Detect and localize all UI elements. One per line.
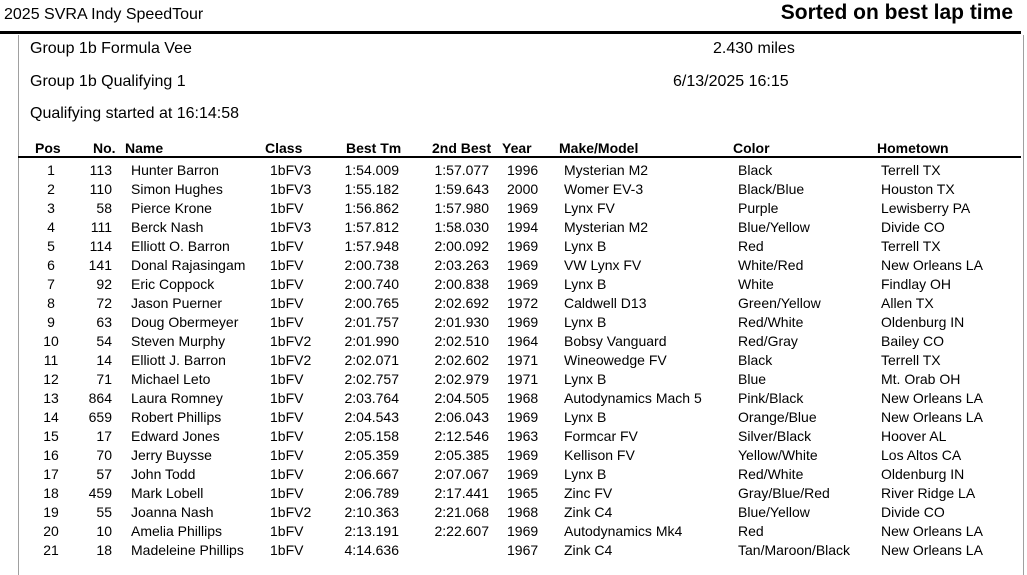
cell-hometown: Lewisberry PA [881,200,971,216]
cell-second-best-time: 1:57.077 [434,162,489,178]
cell-class: 1bFV2 [270,352,312,368]
session-name: Group 1b Qualifying 1 [30,73,186,90]
cell-hometown: Terrell TX [881,238,941,254]
cell-car-number: 72 [96,295,112,311]
table-row [0,237,1027,256]
cell-best-time: 1:55.182 [344,181,399,197]
table-row [0,389,1027,408]
cell-make-model: Zink C4 [564,542,613,558]
table-row [0,199,1027,218]
cell-class: 1bFV [270,447,304,463]
cell-color: Red [738,238,764,254]
cell-class: 1bFV2 [270,333,312,349]
table-row [0,332,1027,351]
cell-second-best-time: 2:00.838 [434,276,489,292]
cell-driver-name: Robert Phillips [131,409,222,425]
cell-year: 1967 [507,542,539,558]
cell-pos: 7 [47,276,55,292]
cell-driver-name: Michael Leto [131,371,211,387]
cell-make-model: Kellison FV [564,447,635,463]
cell-pos: 15 [43,428,59,444]
cell-hometown: Terrell TX [881,162,941,178]
table-row [0,465,1027,484]
cell-year: 1969 [507,409,539,425]
cell-make-model: Autodynamics Mach 5 [564,390,702,406]
cell-year: 1965 [507,485,539,501]
cell-car-number: 111 [90,219,112,235]
cell-best-time: 2:02.071 [344,352,399,368]
table-row [0,294,1027,313]
cell-driver-name: Steven Murphy [131,333,226,349]
cell-year: 1969 [507,276,539,292]
cell-hometown: Houston TX [881,181,955,197]
cell-best-time: 2:06.789 [344,485,399,501]
cell-make-model: Womer EV-3 [564,181,644,197]
cell-year: 1994 [507,219,539,235]
table-row [0,503,1027,522]
cell-driver-name: Jerry Buysse [131,447,212,463]
cell-color: Purple [738,200,779,216]
cell-second-best-time: 2:06.043 [434,409,489,425]
cell-pos: 8 [47,295,55,311]
cell-color: Red/Gray [738,333,798,349]
cell-driver-name: Doug Obermeyer [131,314,239,330]
cell-second-best-time: 2:12.546 [434,428,489,444]
table-row [0,275,1027,294]
cell-hometown: Mt. Orab OH [881,371,961,387]
cell-second-best-time: 2:21.068 [434,504,489,520]
cell-second-best-time: 2:07.067 [434,466,489,482]
cell-color: Black/Blue [738,181,805,197]
cell-class: 1bFV [270,371,304,387]
cell-class: 1bFV [270,200,304,216]
cell-second-best-time: 2:02.510 [434,333,489,349]
cell-car-number: 10 [96,523,112,539]
cell-color: Black [738,162,773,178]
cell-car-number: 70 [96,447,112,463]
cell-driver-name: Joanna Nash [131,504,214,520]
group-name: Group 1b Formula Vee [30,40,192,57]
cell-second-best-time: 2:17.441 [434,485,489,501]
cell-color: Blue/Yellow [738,219,810,235]
cell-driver-name: Laura Romney [131,390,223,406]
results-table-body [0,161,1027,560]
cell-pos: 13 [43,390,59,406]
cell-year: 1964 [507,333,539,349]
table-row [0,218,1027,237]
cell-best-time: 1:57.812 [344,219,399,235]
cell-best-time: 2:10.363 [344,504,399,520]
cell-pos: 20 [43,523,59,539]
cell-best-time: 2:00.740 [344,276,399,292]
cell-second-best-time: 2:05.385 [434,447,489,463]
cell-class: 1bFV [270,295,304,311]
cell-pos: 14 [43,409,59,425]
cell-pos: 17 [43,466,59,482]
cell-car-number: 58 [96,200,112,216]
cell-best-time: 2:00.765 [344,295,399,311]
cell-driver-name: Mark Lobell [131,485,204,501]
cell-best-time: 1:57.948 [344,238,399,254]
cell-pos: 5 [47,238,55,254]
cell-color: Black [738,352,773,368]
cell-color: Red/White [738,466,804,482]
cell-second-best-time: 2:01.930 [434,314,489,330]
table-row [0,427,1027,446]
cell-color: Orange/Blue [738,409,817,425]
cell-second-best-time: 2:03.263 [434,257,489,273]
cell-class: 1bFV [270,390,304,406]
cell-driver-name: Berck Nash [131,219,204,235]
cell-class: 1bFV [270,238,304,254]
table-row [0,446,1027,465]
table-row [0,541,1027,560]
session-start-time: Qualifying started at 16:14:58 [30,105,240,122]
cell-class: 1bFV3 [270,219,312,235]
cell-best-time: 2:05.158 [344,428,399,444]
cell-car-number: 71 [96,371,112,387]
cell-hometown: Oldenburg IN [881,466,965,482]
cell-second-best-time: 2:04.505 [434,390,489,406]
cell-hometown: New Orleans LA [881,257,983,273]
cell-hometown: Findlay OH [881,276,952,292]
cell-car-number: 55 [96,504,112,520]
cell-year: 1963 [507,428,539,444]
cell-class: 1bFV [270,542,304,558]
cell-year: 1969 [507,238,539,254]
cell-driver-name: Elliott J. Barron [131,352,226,368]
cell-make-model: Formcar FV [564,428,638,444]
table-row [0,370,1027,389]
cell-car-number: 110 [89,181,112,197]
cell-car-number: 18 [96,542,112,558]
cell-hometown: Divide CO [881,219,945,235]
cell-second-best-time: 1:59.643 [434,181,489,197]
cell-color: Tan/Maroon/Black [738,542,851,558]
col-header-class: Class [265,140,303,156]
col-header-make: Make/Model [559,140,639,156]
cell-class: 1bFV [270,428,304,444]
cell-best-time: 4:14.636 [344,542,399,558]
cell-class: 1bFV [270,523,304,539]
cell-class: 1bFV [270,466,304,482]
cell-make-model: Caldwell D13 [564,295,647,311]
cell-hometown: Bailey CO [881,333,945,349]
cell-year: 1969 [507,257,539,273]
col-header-no: No. [93,140,116,156]
cell-car-number: 92 [96,276,112,292]
col-header-best: Best Tm [346,140,402,156]
cell-hometown: River Ridge LA [881,485,976,501]
cell-pos: 2 [47,181,55,197]
cell-pos: 11 [43,352,59,368]
cell-make-model: Zinc FV [564,485,613,501]
table-row [0,484,1027,503]
cell-second-best-time: 2:02.692 [434,295,489,311]
cell-year: 1996 [507,162,539,178]
cell-driver-name: Madeleine Phillips [131,542,244,558]
cell-pos: 9 [47,314,55,330]
cell-second-best-time: 2:22.607 [434,523,489,539]
sort-label: Sorted on best lap time [780,1,1013,24]
cell-color: Red [738,523,764,539]
cell-year: 1969 [507,200,539,216]
cell-hometown: Divide CO [881,504,945,520]
cell-make-model: Mysterian M2 [564,219,649,235]
cell-car-number: 14 [96,352,112,368]
cell-make-model: Lynx FV [564,200,615,216]
cell-color: Gray/Blue/Red [738,485,830,501]
cell-second-best-time: 2:02.602 [434,352,489,368]
event-title: 2025 SVRA Indy SpeedTour [4,6,204,23]
track-distance: 2.430 miles [713,40,795,57]
cell-best-time: 2:01.990 [344,333,399,349]
cell-hometown: New Orleans LA [881,542,983,558]
cell-best-time: 2:03.764 [344,390,399,406]
cell-driver-name: Donal Rajasingam [131,257,246,273]
cell-color: White [738,276,774,292]
table-row [0,522,1027,541]
cell-pos: 21 [43,542,59,558]
cell-hometown: Los Altos CA [881,447,962,463]
col-header-name: Name [125,140,164,156]
cell-make-model: Wineowedge FV [564,352,667,368]
cell-driver-name: Eric Coppock [131,276,215,292]
cell-year: 1971 [507,352,539,368]
col-header-pos: Pos [35,140,61,156]
cell-hometown: Allen TX [881,295,934,311]
cell-color: Green/Yellow [738,295,821,311]
cell-make-model: Lynx B [564,238,607,254]
cell-pos: 1 [47,162,55,178]
cell-pos: 19 [43,504,59,520]
cell-make-model: Lynx B [564,314,607,330]
cell-hometown: New Orleans LA [881,409,983,425]
cell-make-model: Lynx B [564,371,607,387]
col-header-hometown: Hometown [877,140,949,156]
cell-best-time: 2:06.667 [344,466,399,482]
table-row [0,256,1027,275]
cell-color: Red/White [738,314,804,330]
cell-make-model: Lynx B [564,466,607,482]
cell-pos: 18 [43,485,59,501]
cell-driver-name: Simon Hughes [131,181,223,197]
cell-car-number: 17 [96,428,112,444]
cell-pos: 12 [43,371,59,387]
col-header-color: Color [733,140,770,156]
table-row [0,408,1027,427]
cell-hometown: Terrell TX [881,352,941,368]
cell-driver-name: John Todd [131,466,196,482]
cell-driver-name: Hunter Barron [131,162,219,178]
cell-year: 1969 [507,447,539,463]
cell-car-number: 459 [88,485,112,501]
cell-car-number: 57 [96,466,112,482]
cell-second-best-time: 1:57.980 [434,200,489,216]
cell-make-model: Autodynamics Mk4 [564,523,683,539]
cell-best-time: 2:04.543 [344,409,399,425]
cell-best-time: 2:13.191 [344,523,399,539]
cell-driver-name: Elliott O. Barron [131,238,230,254]
cell-color: Silver/Black [738,428,812,444]
cell-pos: 6 [47,257,55,273]
cell-best-time: 2:00.738 [344,257,399,273]
cell-make-model: Zink C4 [564,504,613,520]
cell-driver-name: Pierce Krone [131,200,212,216]
table-row [0,313,1027,332]
cell-make-model: Lynx B [564,276,607,292]
cell-hometown: New Orleans LA [881,390,983,406]
cell-class: 1bFV [270,485,304,501]
cell-driver-name: Jason Puerner [131,295,223,311]
cell-color: Blue/Yellow [738,504,810,520]
session-datetime: 6/13/2025 16:15 [673,73,789,90]
cell-car-number: 113 [89,162,112,178]
cell-make-model: Lynx B [564,409,607,425]
cell-color: Pink/Black [738,390,804,406]
cell-class: 1bFV [270,276,304,292]
cell-best-time: 1:56.862 [344,200,399,216]
cell-make-model: Mysterian M2 [564,162,649,178]
cell-pos: 10 [43,333,59,349]
cell-hometown: Hoover AL [881,428,947,444]
cell-driver-name: Amelia Phillips [131,523,223,539]
cell-make-model: Bobsy Vanguard [564,333,667,349]
cell-class: 1bFV3 [270,181,312,197]
cell-year: 1968 [507,390,539,406]
table-row [0,351,1027,370]
cell-second-best-time: 2:00.092 [434,238,489,254]
col-header-year: Year [502,140,532,156]
cell-best-time: 2:02.757 [344,371,399,387]
cell-car-number: 114 [89,238,112,254]
cell-car-number: 659 [88,409,112,425]
cell-year: 1969 [507,314,539,330]
cell-pos: 4 [47,219,55,235]
results-table-header [18,140,1021,158]
cell-year: 1971 [507,371,539,387]
cell-class: 1bFV [270,314,304,330]
cell-hometown: New Orleans LA [881,523,983,539]
cell-best-time: 2:05.359 [344,447,399,463]
cell-second-best-time: 2:02.979 [434,371,489,387]
cell-class: 1bFV2 [270,504,312,520]
cell-year: 2000 [507,181,539,197]
cell-class: 1bFV3 [270,162,312,178]
cell-class: 1bFV [270,409,304,425]
cell-color: Yellow/White [738,447,818,463]
cell-driver-name: Edward Jones [131,428,220,444]
header-divider [0,31,1021,34]
cell-best-time: 2:01.757 [344,314,399,330]
cell-car-number: 54 [96,333,112,349]
cell-class: 1bFV [270,257,304,273]
cell-year: 1972 [507,295,539,311]
cell-car-number: 864 [88,390,112,406]
table-row [0,161,1027,180]
cell-color: White/Red [738,257,804,273]
cell-color: Blue [738,371,767,387]
table-row [0,180,1027,199]
cell-hometown: Oldenburg IN [881,314,965,330]
cell-pos: 3 [47,200,55,216]
cell-make-model: VW Lynx FV [564,257,642,273]
cell-car-number: 63 [96,314,112,330]
cell-second-best-time: 1:58.030 [434,219,489,235]
cell-year: 1968 [507,504,539,520]
cell-year: 1969 [507,523,539,539]
col-header-second-best: 2nd Best [432,140,492,156]
cell-best-time: 1:54.009 [344,162,399,178]
cell-car-number: 141 [88,257,112,273]
cell-year: 1969 [507,466,539,482]
cell-pos: 16 [43,447,59,463]
